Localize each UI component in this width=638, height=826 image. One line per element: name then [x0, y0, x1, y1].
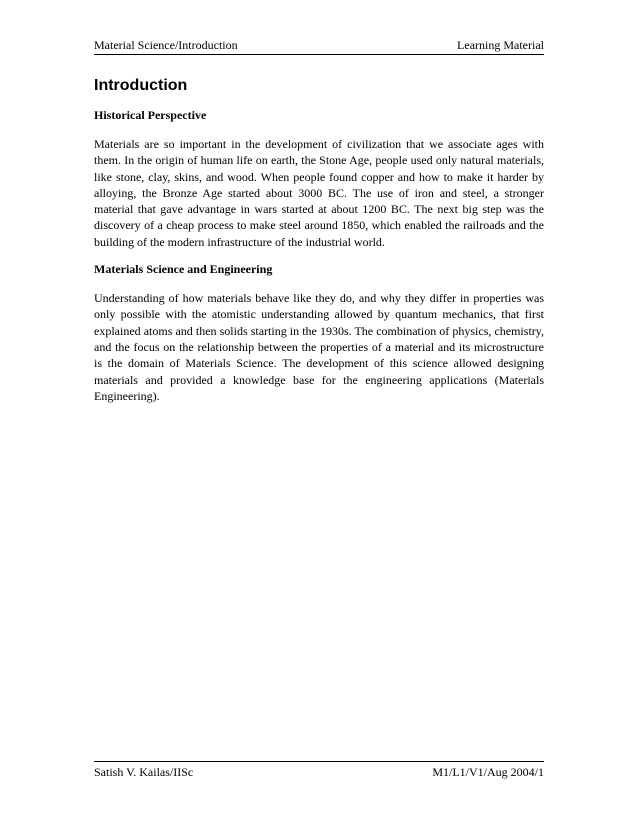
footer-author: Satish V. Kailas/IISc	[94, 765, 194, 779]
page-footer	[94, 764, 544, 782]
header-course-title: Material Science/Introduction	[94, 38, 238, 52]
header-rule	[94, 54, 544, 55]
section-historical-perspective	[94, 107, 544, 250]
section-heading: Materials Science and Engineering	[94, 262, 273, 277]
footer-rule	[94, 761, 544, 762]
page-title: Introduction	[94, 77, 188, 94]
section-paragraph: Materials are so important in the development of civilization that we associate ages with them. In the origin of human life on earth, the Stone Age, people used only natural materials, like stone, clay, skins, and wood. When people found copper and how to make it harder by alloying, the Bronze Age started about 3000 BC. The use of iron and steel, a stronger material that gave advantage in wars started at about 1200 BC. The next big step was the discovery of a cheap process to make steel around 1850, which enabled the railroads and the building of the modern infrastructure of the industrial world.	[94, 137, 544, 249]
header-material-type: Learning Material	[457, 38, 544, 52]
page-header	[94, 37, 544, 55]
footer-page-code: M1/L1/V1/Aug 2004/1	[432, 765, 544, 779]
page-body	[94, 76, 544, 415]
section-materials-science-engineering	[94, 261, 544, 404]
section-paragraph: Understanding of how materials behave like they do, and why they differ in properties was only possible with the atomistic understanding allowed by quantum mechanics, that first explained atoms and then solids starting in the 1930s. The combination of physics, chemistry, and the focus on the relationship between the properties of a material and its microstructure is the domain of Materials Science. The development of this science allowed designing materials and provided a knowledge base for the engineering applications (Materials Engineering).	[94, 291, 544, 403]
section-heading: Historical Perspective	[94, 108, 207, 122]
